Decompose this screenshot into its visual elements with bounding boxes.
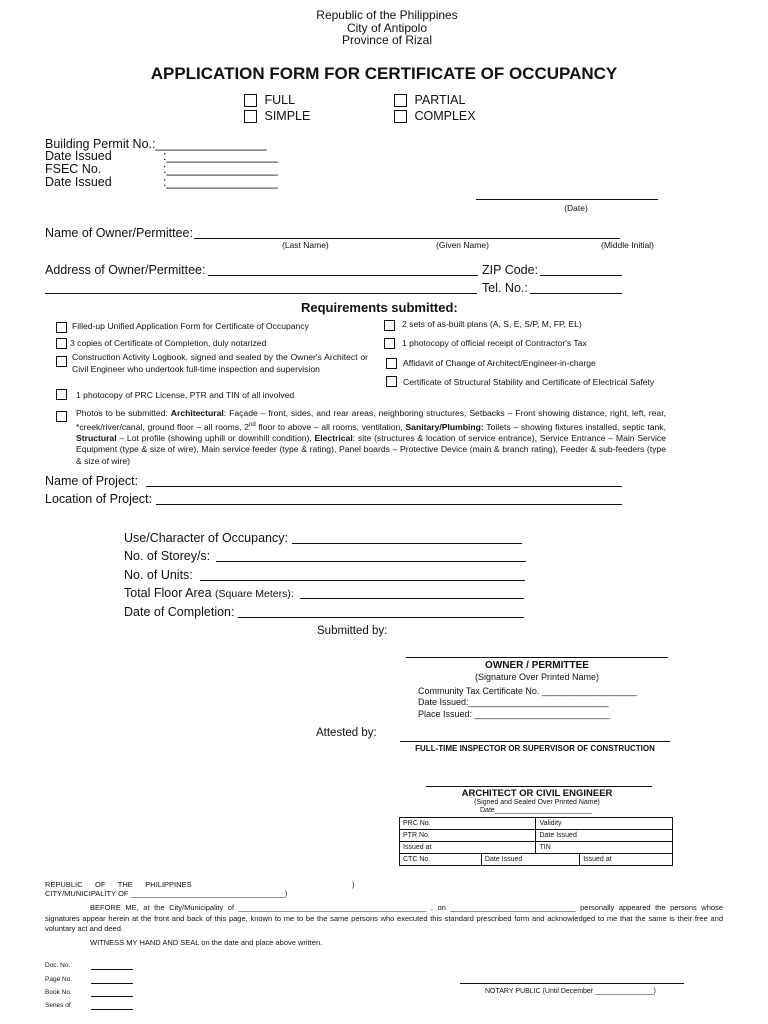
date-issued-label-1: Date Issued bbox=[45, 149, 112, 163]
req-checkbox-6[interactable] bbox=[384, 338, 395, 349]
tel-line[interactable] bbox=[530, 293, 622, 294]
date-issued-field-1[interactable]: :________________ bbox=[163, 149, 278, 163]
date-line[interactable] bbox=[476, 199, 658, 200]
req-item-5: 2 sets of as-built plans (A, S, E, S/P, M, FP, EL) bbox=[402, 319, 582, 329]
tin-cell[interactable]: TIN bbox=[536, 842, 673, 854]
req-checkbox-5[interactable] bbox=[384, 320, 395, 331]
date-issued-label-2: Date Issued bbox=[45, 175, 112, 189]
ptr-cell[interactable]: PTR No. bbox=[400, 830, 536, 842]
req-photos: Photos to be submitted: Architectural: Façade – front, sides, and rear areas, neighboring structures, Setbacks – Front showing distance, right, left, rear, *creek/river/canal, ground floor – all rooms, 2nd floor to above – all rooms, ventilation, Sanitary/Plumbing: Toilets – showing fixtures installed, septic tank, Structural – Lot profile (showing uphill or downhill condition), Electrical: site (structures & location of service entrance), Service Entrance – Main Service Equipment (type & size of wire), Main service feeder (type & rating), Panel boards – Protective Device (main & branch rating), Feeder & sub-feeders (type & size of wire) bbox=[76, 408, 666, 466]
option-simple[interactable]: SIMPLE bbox=[244, 109, 310, 123]
page-no-label: Page No. bbox=[45, 976, 73, 983]
address-label: Address of Owner/Permittee: bbox=[45, 263, 206, 277]
ctc-issued-at-cell[interactable]: Issued at bbox=[580, 854, 673, 866]
engineer-title: ARCHITECT OR CIVIL ENGINEER bbox=[461, 788, 613, 799]
ptr-date-issued-cell[interactable]: Date Issued bbox=[536, 830, 673, 842]
req-item-3: Construction Activity Logbook, signed and sealed by the Owner's Architect or Civil Engineer who undertook full-time inspection and supervision bbox=[72, 352, 368, 374]
ctc-field[interactable]: Community Tax Certificate No. ___________________ bbox=[418, 686, 637, 696]
building-permit-field[interactable]: Building Permit No.:________________ bbox=[45, 137, 267, 151]
floor-area-label: Total Floor Area (Square Meters): bbox=[124, 586, 294, 600]
owner-date-issued-field[interactable]: Date Issued:____________________________ bbox=[418, 697, 609, 707]
req-checkbox-7[interactable] bbox=[386, 358, 397, 369]
inspector-title: FULL-TIME INSPECTOR OR SUPERVISOR OF CONSTRUCTION bbox=[415, 744, 655, 753]
req-checkbox-8[interactable] bbox=[386, 376, 397, 387]
req-checkbox-3[interactable] bbox=[56, 356, 67, 367]
doc-no-label: Doc. No. bbox=[45, 962, 71, 969]
submitted-by-label: Submitted by: bbox=[317, 625, 388, 637]
header-city: City of Antipolo bbox=[346, 20, 428, 35]
doc-no-line[interactable] bbox=[91, 969, 133, 970]
issued-at-cell[interactable]: Issued at bbox=[400, 842, 536, 854]
completion-label: Date of Completion: bbox=[124, 605, 235, 619]
ctc-cell[interactable]: CTC No. bbox=[400, 854, 482, 866]
engineer-caption: (Signed and Sealed Over Printed Name) bbox=[474, 799, 600, 806]
units-line[interactable] bbox=[200, 580, 525, 581]
option-partial[interactable]: PARTIAL bbox=[394, 93, 465, 107]
fsec-field[interactable]: :________________ bbox=[163, 162, 278, 176]
book-no-label: Book No. bbox=[45, 989, 72, 996]
owner-name-label: Name of Owner/Permittee: bbox=[45, 226, 193, 240]
units-label: No. of Units: bbox=[124, 568, 193, 582]
engineer-signature-line[interactable] bbox=[426, 786, 652, 787]
use-line[interactable] bbox=[292, 543, 522, 544]
engineer-date-field[interactable]: Date_________________________ bbox=[480, 807, 593, 814]
use-label: Use/Character of Occupancy: bbox=[124, 531, 288, 545]
notary-witness-text: WITNESS MY HAND AND SEAL on the date and place above written. bbox=[90, 938, 323, 947]
date-caption: (Date) bbox=[564, 203, 588, 213]
req-item-7: Affidavit of Change of Architect/Engineer-in-charge bbox=[403, 358, 596, 368]
project-name-line[interactable] bbox=[146, 486, 622, 487]
series-of-line[interactable] bbox=[91, 1009, 133, 1010]
header bbox=[0, 9, 768, 47]
storeys-line[interactable] bbox=[216, 561, 526, 562]
req-item-2: 3 copies of Certificate of Completion, duly notarized bbox=[70, 338, 267, 348]
date-issued-field-2[interactable]: :________________ bbox=[163, 175, 278, 189]
prc-cell[interactable]: PRC No. bbox=[400, 818, 536, 830]
req-checkbox-4[interactable] bbox=[56, 389, 67, 400]
header-country: Republic of the Philippines bbox=[316, 8, 458, 22]
series-of-label: Series of bbox=[45, 1002, 71, 1009]
project-name-label: Name of Project: bbox=[45, 474, 139, 488]
req-checkbox-photos[interactable] bbox=[56, 411, 67, 422]
validity-cell[interactable]: Validity bbox=[536, 818, 673, 830]
option-complex[interactable]: COMPLEX bbox=[394, 109, 476, 123]
storeys-label: No. of Storey/s: bbox=[124, 549, 211, 563]
project-location-line[interactable] bbox=[156, 504, 622, 505]
req-item-1: Filled-up Unified Application Form for Certificate of Occupancy bbox=[72, 321, 309, 331]
checkbox-simple[interactable] bbox=[244, 110, 257, 123]
project-location-label: Location of Project: bbox=[45, 492, 153, 506]
req-checkbox-1[interactable] bbox=[56, 322, 67, 333]
checkbox-complex[interactable] bbox=[394, 110, 407, 123]
ctc-date-issued-cell[interactable]: Date Issued bbox=[481, 854, 579, 866]
option-full[interactable]: FULL bbox=[244, 93, 295, 107]
notary-republic-line: REPUBLIC OF THE PHILIPPINES ) bbox=[45, 880, 355, 889]
completion-line[interactable] bbox=[238, 617, 524, 618]
page-no-line[interactable] bbox=[91, 983, 133, 984]
floor-area-line[interactable] bbox=[300, 598, 524, 599]
owner-permittee-title: OWNER / PERMITTEE bbox=[485, 660, 589, 671]
header-province: Province of Rizal bbox=[341, 33, 433, 47]
zip-line[interactable] bbox=[540, 275, 622, 276]
owner-signature-line[interactable] bbox=[406, 657, 668, 658]
requirements-heading: Requirements submitted: bbox=[301, 300, 458, 315]
owner-name-line[interactable] bbox=[194, 238, 620, 239]
last-name-caption: (Last Name) bbox=[282, 240, 329, 250]
notary-city-line[interactable]: CITY/MUNICIPALITY OF _____________________________________) bbox=[45, 889, 288, 898]
zip-label: ZIP Code: bbox=[482, 263, 539, 277]
checkbox-partial[interactable] bbox=[394, 94, 407, 107]
req-checkbox-2[interactable] bbox=[56, 338, 67, 349]
form-title: APPLICATION FORM FOR CERTIFICATE OF OCCUPANCY bbox=[150, 64, 618, 83]
req-item-8: Certificate of Structural Stability and Certificate of Electrical Safety bbox=[403, 377, 655, 387]
notary-public-caption: NOTARY PUBLIC (Until December _______________) bbox=[485, 988, 656, 995]
engineer-credentials-table bbox=[399, 817, 673, 866]
address-line-2[interactable] bbox=[45, 293, 477, 294]
given-name-caption: (Given Name) bbox=[436, 240, 489, 250]
notary-before-me-text: BEFORE ME, at the City/Municipality of _____________________________________________ , on ______________________________ personally appeared the persons whose signatures appear herein at the front and back of this page, known to me to be the same persons who executed this standard prescribed form and acknowledged to me that the same is their free and voluntary act and deed. bbox=[45, 903, 723, 933]
owner-place-issued-field[interactable]: Place Issued: ___________________________ bbox=[418, 709, 610, 719]
middle-initial-caption: (Middle Initial) bbox=[601, 240, 654, 250]
owner-signature-caption: (Signature Over Printed Name) bbox=[474, 672, 600, 682]
inspector-signature-line[interactable] bbox=[400, 741, 670, 742]
address-line[interactable] bbox=[208, 275, 478, 276]
checkbox-full[interactable] bbox=[244, 94, 257, 107]
tel-label: Tel. No.: bbox=[482, 281, 528, 295]
req-item-6: 1 photocopy of official receipt of Contractor's Tax bbox=[402, 338, 587, 348]
req-item-4: 1 photocopy of PRC License, PTR and TIN of all involved bbox=[76, 390, 295, 400]
notary-signature-line[interactable] bbox=[460, 983, 684, 984]
fsec-label: FSEC No. bbox=[45, 162, 102, 176]
book-no-line[interactable] bbox=[91, 996, 133, 997]
attested-by-label: Attested by: bbox=[316, 727, 377, 739]
